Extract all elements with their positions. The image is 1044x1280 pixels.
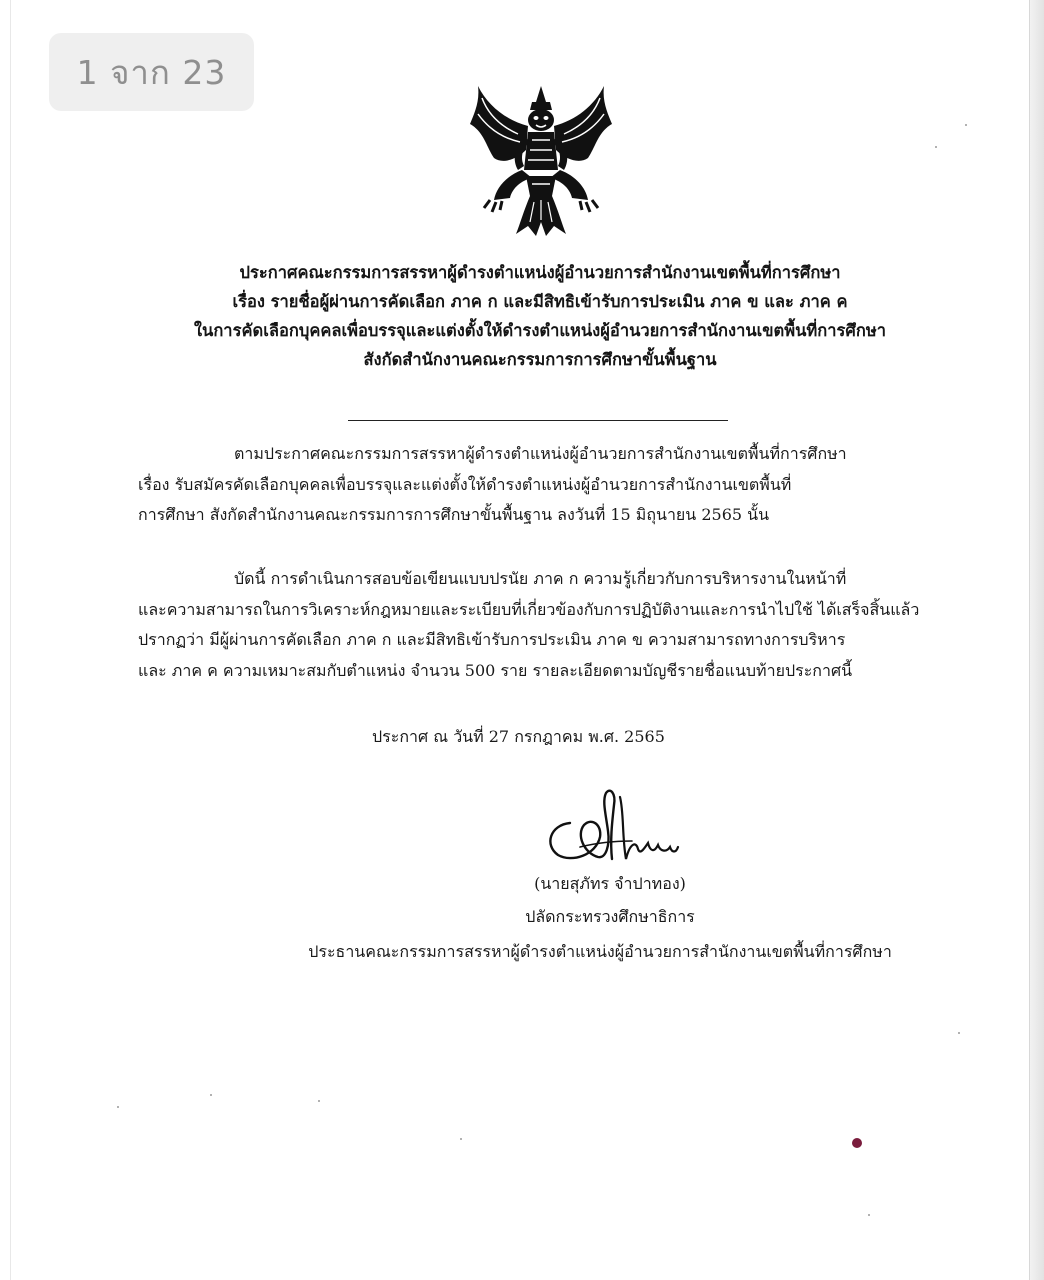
paper-speck [935,146,937,148]
paper-speck [318,1100,320,1102]
signatory-role: ประธานคณะกรรมการสรรหาผู้ดำรงตำแหน่งผู้อำนวยการสำนักงานเขตพื้นที่การศึกษา [308,942,892,961]
paragraph-line: และ ภาค ค ความเหมาะสมกับตำแหน่ง จำนวน 500 ราย รายละเอียดตามบัญชีรายชื่อแนบท้ายประกาศนี้ [138,660,853,680]
paragraph-line: เรื่อง รับสมัครคัดเลือกบุคคลเพื่อบรรจุและแต่งตั้งให้ดำรงตำแหน่งผู้อำนวยการสำนักงานเขตพื้นที่ [138,474,792,494]
heading-line-1: ประกาศคณะกรรมการสรรหาผู้ดำรงตำแหน่งผู้อำนวยการสำนักงานเขตพื้นที่การศึกษา [239,263,841,282]
announcement-heading [150,258,930,374]
paper-speck [117,1106,119,1108]
heading-divider [348,420,728,421]
paragraph-line: การศึกษา สังกัดสำนักงานคณะกรรมการการศึกษาขั้นพื้นฐาน ลงวันที่ 15 มิถุนายน 2565 นั้น [138,505,770,524]
signatory-name: (นายสุภัทร จำปาทอง) [534,874,686,893]
paper-speck [460,1138,462,1140]
announcement-date: ประกาศ ณ วันที่ 27 กรกฎาคม พ.ศ. 2565 [372,727,665,746]
paper-speck [210,1094,212,1096]
paragraph-line: ปรากฏว่า มีผู้ผ่านการคัดเลือก ภาค ก และมีสิทธิเข้ารับการประเมิน ภาค ข ความสามารถทางการบริหาร [138,630,846,649]
handwritten-signature-icon [540,783,690,873]
paragraph-reference [138,439,946,531]
page-indicator: 1 จาก 23 [49,33,254,111]
paper-speck [868,1214,870,1216]
paper-speck [965,124,967,126]
heading-line-2: เรื่อง รายชื่อผู้ผ่านการคัดเลือก ภาค ก และมีสิทธิเข้ารับการประเมิน ภาค ข และ ภาค ค [232,292,848,311]
paragraph-line: และความสามารถในการวิเคราะห์กฎหมายและระเบียบที่เกี่ยวข้องกับการปฏิบัติงานและการนำไปใช้ ได้เสร็จสิ้นแล้ว [138,599,920,619]
accent-dot [852,1138,862,1148]
garuda-emblem-icon [466,80,616,238]
paragraph-line: บัดนี้ การดำเนินการสอบข้อเขียนแบบปรนัย ภาค ก ความรู้เกี่ยวกับการบริหารงานในหน้าที่ [234,569,847,588]
heading-line-4: สังกัดสำนักงานคณะกรรมการการศึกษาขั้นพื้นฐาน [363,350,717,369]
paper-speck [958,1032,960,1034]
page-edge-left [10,0,11,1280]
signatory-title: ปลัดกระทรวงศึกษาธิการ [525,907,695,926]
page-edge-right [1029,0,1044,1280]
heading-line-3: ในการคัดเลือกบุคคลเพื่อบรรจุและแต่งตั้งให้ดำรงตำแหน่งผู้อำนวยการสำนักงานเขตพื้นที่การศึกษา [193,321,887,340]
paragraph-result [138,564,946,686]
paragraph-line: ตามประกาศคณะกรรมการสรรหาผู้ดำรงตำแหน่งผู้อำนวยการสำนักงานเขตพื้นที่การศึกษา [234,444,847,463]
